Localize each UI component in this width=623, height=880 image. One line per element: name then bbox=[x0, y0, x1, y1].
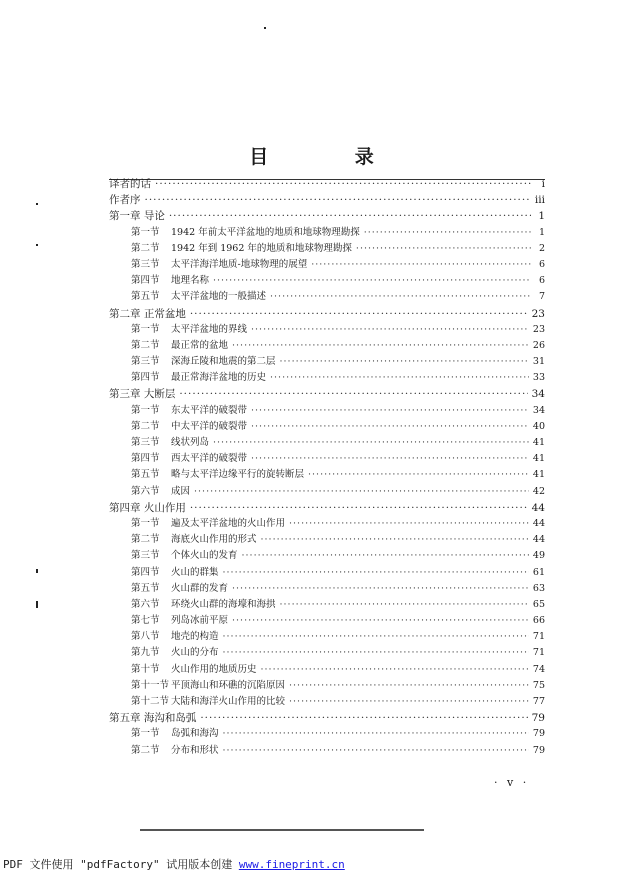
toc-page-number: 41 bbox=[532, 453, 545, 465]
toc-page-number: 63 bbox=[532, 582, 545, 594]
toc-page-number: 74 bbox=[532, 663, 545, 675]
toc-section-number: 第六节 bbox=[131, 485, 160, 497]
toc-page-number: 6 bbox=[538, 258, 545, 270]
toc-section-row[interactable] bbox=[109, 435, 545, 451]
leader-dots bbox=[190, 500, 528, 516]
toc-section-number: 第三节 bbox=[131, 258, 160, 270]
toc-section-number: 第一节 bbox=[131, 226, 160, 238]
toc-section-title: 西太平洋的破裂带 bbox=[171, 453, 248, 465]
leader-dots bbox=[223, 629, 529, 645]
pdf-footer bbox=[3, 856, 345, 872]
toc-section-row[interactable] bbox=[109, 322, 545, 338]
toc-page-number: 1 bbox=[538, 226, 545, 238]
toc-entry-label bbox=[131, 419, 247, 435]
scan-dot bbox=[36, 569, 38, 573]
leader-dots bbox=[289, 516, 529, 532]
toc-section-number: 第十一节 bbox=[131, 679, 170, 691]
toc-section-number: 第一节 bbox=[131, 728, 160, 740]
leader-dots bbox=[289, 678, 529, 694]
toc-section-title: 火山的群集 bbox=[171, 566, 219, 578]
leader-dots bbox=[270, 370, 529, 386]
leader-dots bbox=[364, 225, 531, 241]
toc-section-number: 第一节 bbox=[131, 517, 160, 529]
toc-chapter-row[interactable] bbox=[109, 306, 545, 322]
toc-entry-label bbox=[131, 645, 219, 661]
toc-page-number: 26 bbox=[532, 339, 545, 351]
toc-section-title: 平顶海山和环礁的沉陷原因 bbox=[171, 679, 286, 691]
toc-section-title: 成因 bbox=[171, 485, 191, 497]
toc-section-number: 第七节 bbox=[131, 615, 160, 627]
leader-dots bbox=[223, 743, 529, 759]
toc-section-row[interactable] bbox=[109, 273, 545, 289]
toc-section-row[interactable] bbox=[109, 370, 545, 386]
toc-entry-label bbox=[131, 451, 247, 467]
toc-page-number: 44 bbox=[532, 534, 545, 546]
leader-dots bbox=[179, 386, 527, 402]
toc-entry-label bbox=[131, 694, 285, 710]
toc-section-title: 1942 年前太平洋盆地的地质和地球物理勘探 bbox=[171, 226, 360, 238]
toc-section-number: 第五节 bbox=[131, 469, 160, 481]
toc-page-number: 33 bbox=[532, 372, 545, 384]
leader-dots bbox=[190, 306, 528, 322]
toc-page-number: 23 bbox=[531, 307, 545, 320]
toc-entry-label bbox=[131, 467, 304, 483]
toc-entry-label bbox=[131, 241, 352, 257]
toc-page-number: 34 bbox=[531, 388, 545, 401]
toc-section-row[interactable] bbox=[109, 289, 545, 305]
toc-page-number: 41 bbox=[532, 437, 545, 448]
toc-section-row[interactable] bbox=[109, 419, 545, 435]
toc-chapter-row[interactable] bbox=[109, 176, 545, 192]
leader-dots bbox=[213, 435, 529, 451]
toc-section-title: 海底火山作用的形式 bbox=[171, 534, 257, 546]
toc-page-number: iii bbox=[534, 194, 545, 207]
toc-page-number: 40 bbox=[532, 420, 545, 432]
toc-section-row[interactable] bbox=[109, 532, 545, 548]
toc-entry-label bbox=[131, 273, 209, 289]
toc-page-number: 79 bbox=[531, 712, 545, 725]
toc-page-number: 42 bbox=[532, 485, 545, 497]
toc-section-title: 太平洋盆地的一般描述 bbox=[171, 291, 267, 303]
leader-dots bbox=[169, 208, 531, 224]
toc-page-number: 41 bbox=[532, 469, 545, 481]
toc-section-row[interactable] bbox=[109, 484, 545, 500]
toc-page-number: 44 bbox=[532, 517, 545, 529]
leader-dots bbox=[145, 192, 531, 208]
toc-entry-label: 第五章 海沟和岛弧 bbox=[109, 712, 197, 725]
toc-page-number: 71 bbox=[532, 647, 545, 659]
toc-section-title: 中太平洋的破裂带 bbox=[171, 420, 248, 432]
toc-section-title: 太平洋海洋地质-地球物理的展望 bbox=[171, 258, 308, 270]
toc-section-title: 大陆和海洋火山作用的比较 bbox=[171, 696, 286, 707]
toc-page-number: 75 bbox=[532, 679, 545, 691]
toc-section-number: 第四节 bbox=[131, 453, 160, 465]
toc-section-number: 第四节 bbox=[131, 566, 160, 578]
leader-dots bbox=[251, 451, 529, 467]
toc-section-number: 第二节 bbox=[131, 744, 160, 756]
toc-section-row[interactable] bbox=[109, 694, 545, 710]
leader-dots bbox=[232, 338, 529, 354]
toc-page-number: 2 bbox=[538, 242, 545, 254]
toc-entry-label bbox=[131, 403, 247, 419]
page-number-mark: · v · bbox=[494, 776, 530, 789]
toc-section-number: 第四节 bbox=[131, 372, 160, 384]
toc-page-number: 6 bbox=[538, 275, 545, 287]
toc-entry-label bbox=[131, 726, 219, 742]
toc-section-number: 第十二节 bbox=[131, 696, 170, 707]
toc-section-number: 第六节 bbox=[131, 598, 160, 610]
toc-chapter-row[interactable] bbox=[109, 208, 545, 224]
toc-entry-label bbox=[131, 322, 247, 338]
toc-entry-label bbox=[131, 338, 228, 354]
toc-entry-label: 第四章 火山作用 bbox=[109, 501, 186, 514]
leader-dots bbox=[155, 176, 531, 192]
leader-dots bbox=[270, 289, 531, 305]
leader-dots bbox=[232, 581, 529, 597]
toc-section-title: 列岛冰前平原 bbox=[171, 615, 229, 627]
toc-section-number: 第五节 bbox=[131, 291, 160, 303]
footer-link[interactable]: www.fineprint.cn bbox=[238, 858, 345, 871]
toc-entry-label bbox=[131, 678, 285, 694]
toc-page-number: 77 bbox=[532, 696, 545, 707]
toc-entry-label bbox=[131, 629, 219, 645]
toc-section-title: 分布和形状 bbox=[171, 744, 219, 756]
toc-section-title: 最正常的盆地 bbox=[171, 339, 229, 351]
toc-section-row[interactable] bbox=[109, 565, 545, 581]
toc-section-row[interactable] bbox=[109, 613, 545, 629]
leader-dots bbox=[261, 532, 529, 548]
toc-page-number: 79 bbox=[532, 728, 545, 740]
toc-page-number: 66 bbox=[532, 615, 545, 627]
toc-page-number: 31 bbox=[532, 356, 545, 368]
toc-section-number: 第二节 bbox=[131, 420, 160, 432]
leader-dots bbox=[308, 467, 529, 483]
toc-entry-label: 第二章 正常盆地 bbox=[109, 307, 186, 320]
toc-entry-label bbox=[131, 565, 219, 581]
toc-entry-label bbox=[131, 370, 266, 386]
leader-dots bbox=[356, 241, 531, 257]
toc-entry-label bbox=[131, 581, 228, 597]
toc-entry-label bbox=[131, 743, 219, 759]
scan-dot bbox=[264, 27, 266, 29]
toc-page-number: 71 bbox=[532, 631, 545, 643]
leader-dots bbox=[311, 257, 531, 273]
toc-section-title: 深海丘陵和地震的第二层 bbox=[171, 356, 276, 368]
scan-line bbox=[140, 829, 424, 831]
toc-entry-label bbox=[131, 597, 276, 613]
toc-page-number: 65 bbox=[532, 598, 545, 610]
leader-dots bbox=[251, 403, 529, 419]
toc-section-title: 环绕火山群的海壕和海拱 bbox=[171, 598, 276, 610]
toc-section-row[interactable] bbox=[109, 516, 545, 532]
leader-dots bbox=[223, 565, 529, 581]
toc-entry-label bbox=[131, 484, 190, 500]
toc-section-number: 第二节 bbox=[131, 534, 160, 546]
leader-dots bbox=[242, 548, 529, 564]
scan-dot bbox=[36, 244, 38, 246]
toc-section-title: 遍及太平洋盆地的火山作用 bbox=[171, 517, 286, 529]
toc-section-row[interactable] bbox=[109, 241, 545, 257]
toc-page-number: 34 bbox=[532, 404, 545, 416]
toc-section-title: 个体火山的发育 bbox=[171, 550, 238, 562]
toc-entry-label: 第一章 导论 bbox=[109, 210, 165, 223]
toc-section-number: 第十节 bbox=[131, 663, 160, 675]
toc-chapter-row[interactable] bbox=[109, 192, 545, 208]
toc-section-number: 第八节 bbox=[131, 631, 160, 643]
toc-section-title: 最正常海洋盆地的历史 bbox=[171, 372, 267, 384]
toc-section-row[interactable] bbox=[109, 581, 545, 597]
toc-section-title: 略与太平洋边缘平行的旋转断层 bbox=[171, 469, 305, 481]
toc-entry-label bbox=[131, 289, 266, 305]
toc-section-number: 第三节 bbox=[131, 437, 160, 448]
toc-section-row[interactable] bbox=[109, 403, 545, 419]
toc-section-title: 太平洋盆地的界线 bbox=[171, 323, 248, 335]
scan-dot bbox=[36, 601, 38, 608]
toc-section-row[interactable] bbox=[109, 467, 545, 483]
toc-section-row[interactable] bbox=[109, 645, 545, 661]
toc-page-number: i bbox=[541, 178, 545, 190]
leader-dots bbox=[194, 484, 529, 500]
toc-page-number: 23 bbox=[532, 323, 545, 335]
toc-entry-label bbox=[131, 435, 209, 451]
leader-dots bbox=[232, 613, 529, 629]
toc-page-number: 44 bbox=[531, 501, 545, 514]
toc-section-title: 火山作用的地质历史 bbox=[171, 663, 257, 675]
toc-section-number: 第四节 bbox=[131, 275, 160, 287]
toc-section-number: 第九节 bbox=[131, 647, 160, 659]
toc-section-row[interactable] bbox=[109, 354, 545, 370]
toc-section-number: 第一节 bbox=[131, 323, 160, 335]
toc-page-number: 7 bbox=[538, 291, 545, 303]
leader-dots bbox=[261, 662, 529, 678]
toc-section-row[interactable] bbox=[109, 548, 545, 564]
toc-entry-label: 第三章 大断层 bbox=[109, 388, 176, 401]
toc-section-row[interactable] bbox=[109, 451, 545, 467]
toc-section-row[interactable] bbox=[109, 726, 545, 742]
toc-section-title: 火山群的发育 bbox=[171, 582, 229, 594]
toc-page-number: 61 bbox=[532, 566, 545, 578]
toc-entry-label bbox=[131, 548, 238, 564]
toc-section-title: 地壳的构造 bbox=[171, 631, 219, 643]
toc-section-row[interactable] bbox=[109, 225, 545, 241]
toc-section-number: 第一节 bbox=[131, 404, 160, 416]
table-of-contents bbox=[109, 176, 545, 759]
toc-section-title: 地理名称 bbox=[171, 275, 210, 287]
toc-chapter-row[interactable] bbox=[109, 386, 545, 402]
footer-text: PDF 文件使用 "pdfFactory" 试用版本创建 bbox=[3, 858, 239, 871]
toc-entry-label bbox=[131, 516, 285, 532]
toc-section-row[interactable] bbox=[109, 257, 545, 273]
leader-dots bbox=[200, 710, 527, 726]
toc-entry-label bbox=[131, 257, 307, 273]
toc-entry-label bbox=[131, 662, 257, 678]
toc-section-title: 岛弧和海沟 bbox=[171, 728, 219, 740]
toc-entry-label bbox=[131, 613, 228, 629]
toc-section-row[interactable] bbox=[109, 743, 545, 759]
toc-section-row[interactable] bbox=[109, 662, 545, 678]
toc-section-row[interactable] bbox=[109, 629, 545, 645]
toc-section-number: 第二节 bbox=[131, 242, 160, 254]
toc-chapter-row[interactable] bbox=[109, 500, 545, 516]
leader-dots bbox=[289, 694, 529, 710]
scan-dot bbox=[36, 203, 38, 205]
toc-entry-label: 作者序 bbox=[109, 194, 141, 207]
leader-dots bbox=[280, 597, 529, 613]
toc-page-number: 79 bbox=[532, 744, 545, 756]
toc-section-title: 东太平洋的破裂带 bbox=[171, 404, 248, 416]
toc-entry-label bbox=[131, 354, 276, 370]
toc-section-number: 第二节 bbox=[131, 339, 160, 351]
toc-section-row[interactable] bbox=[109, 338, 545, 354]
toc-section-row[interactable] bbox=[109, 678, 545, 694]
toc-section-title: 火山的分布 bbox=[171, 647, 219, 659]
toc-entry-label: 译者的话 bbox=[109, 178, 151, 190]
toc-section-title: 线状列岛 bbox=[171, 437, 210, 448]
leader-dots bbox=[223, 645, 529, 661]
toc-section-number: 第三节 bbox=[131, 356, 160, 368]
leader-dots bbox=[213, 273, 531, 289]
leader-dots bbox=[251, 419, 529, 435]
leader-dots bbox=[280, 354, 529, 370]
toc-page-number: 1 bbox=[538, 210, 545, 223]
toc-chapter-row[interactable] bbox=[109, 710, 545, 726]
toc-entry-label bbox=[131, 532, 257, 548]
toc-title: 目 录 bbox=[249, 146, 414, 168]
leader-dots bbox=[251, 322, 529, 338]
leader-dots bbox=[223, 726, 529, 742]
toc-section-number: 第五节 bbox=[131, 582, 160, 594]
toc-section-title: 1942 年到 1962 年的地质和地球物理勘探 bbox=[171, 242, 352, 254]
toc-page-number: 49 bbox=[532, 550, 545, 562]
toc-section-number: 第三节 bbox=[131, 550, 160, 562]
toc-section-row[interactable] bbox=[109, 597, 545, 613]
toc-entry-label bbox=[131, 225, 360, 241]
